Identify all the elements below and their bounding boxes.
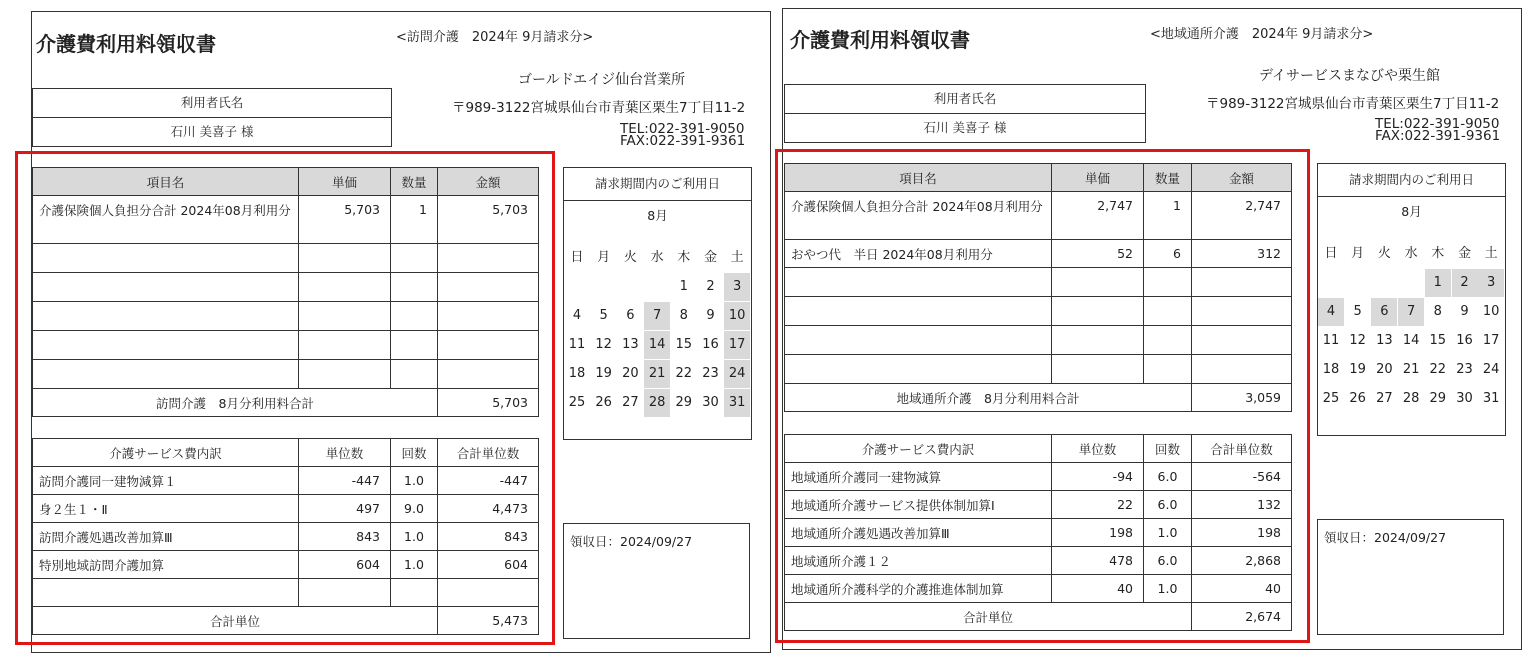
calendar-day: 6	[626, 308, 635, 323]
items-header-cell: 金額	[1192, 164, 1292, 192]
calendar-day: 18	[568, 366, 586, 381]
breakdown-units: 604	[299, 551, 391, 579]
items-header-cell: 項目名	[33, 168, 299, 196]
breakdown-units: 40	[1052, 575, 1144, 603]
calendar-day: 18	[1322, 362, 1340, 377]
usage-calendar	[1317, 163, 1506, 436]
billing-period: <訪問介護 2024年 9月請求分>	[396, 30, 594, 45]
user-name: 石川 美喜子 様	[923, 120, 1007, 135]
calendar-weekday: 木	[1431, 246, 1445, 261]
calendar-day: 24	[1482, 362, 1500, 377]
provider-name: デイサービスまなびや栗生館	[1259, 68, 1441, 84]
calendar-day: 27	[1376, 391, 1393, 406]
calendar-day: 11	[568, 337, 586, 352]
calendar-day-used: 28	[644, 389, 670, 417]
receipt-date: 領収日：2024/09/27	[1324, 530, 1447, 545]
breakdown-name: 地域通所介護サービス提供体制加算Ⅰ	[785, 491, 1052, 519]
provider-fax: FAX:022-391-9361	[1375, 128, 1501, 144]
breakdown-count: 9.0	[391, 495, 438, 523]
breakdown-name: 特別地域訪問介護加算	[33, 551, 299, 579]
calendar-day: 30	[702, 395, 719, 410]
calendar-month: 8月	[1401, 204, 1422, 219]
annotation-highlight	[15, 151, 555, 645]
item-amount: 5,703	[438, 196, 539, 244]
breakdown-units: 198	[1052, 519, 1144, 547]
breakdown-count: 6.0	[1144, 463, 1192, 491]
breakdown-total: 40	[1192, 575, 1292, 603]
item-price: 5,703	[299, 196, 391, 244]
calendar-weekday: 日	[570, 250, 584, 265]
provider-address: 〒989-3122宮城県仙台市青葉区栗生7丁目11-2	[452, 100, 746, 116]
calendar-day: 23	[702, 366, 719, 381]
calendar-day-used: 31	[724, 389, 750, 417]
user-name-box	[784, 84, 1146, 143]
user-name-label: 利用者氏名	[785, 85, 1145, 114]
calendar-month: 8月	[647, 208, 668, 223]
calendar-day-used: 21	[644, 360, 670, 388]
calendar-day: 16	[702, 337, 719, 352]
calendar-day-used: 24	[724, 360, 750, 388]
breakdown-count: 1.0	[391, 551, 438, 579]
breakdown-units: 478	[1052, 547, 1144, 575]
breakdown-total: 198	[1192, 519, 1292, 547]
calendar-day: 11	[1322, 333, 1340, 348]
breakdown-header-cell: 合計単位数	[1192, 435, 1292, 463]
total-units-label: 合計単位	[33, 607, 438, 635]
calendar-day-used: 6	[1371, 298, 1397, 326]
calendar-day: 9	[706, 308, 715, 323]
breakdown-count: 1.0	[391, 467, 438, 495]
calendar-day-used: 4	[1318, 298, 1344, 326]
items-header-cell: 金額	[438, 168, 539, 196]
item-qty: 6	[1144, 240, 1192, 268]
calendar-weekday: 日	[1324, 246, 1338, 261]
calendar-day: 19	[1349, 362, 1366, 377]
breakdown-count: 1.0	[391, 523, 438, 551]
calendar-day: 23	[1456, 362, 1473, 377]
receipt-title: 介護費利用料領収書	[36, 32, 216, 56]
usage-calendar	[563, 167, 752, 440]
calendar-day: 27	[622, 395, 639, 410]
items-header-cell: 単価	[1052, 164, 1144, 192]
breakdown-name: 地域通所介護処遇改善加算Ⅲ	[785, 519, 1052, 547]
calendar-day: 4	[572, 308, 582, 323]
calendar-day: 12	[1349, 333, 1366, 348]
calendar-weekday: 水	[1404, 246, 1418, 261]
subtotal-label: 訪問介護 8月分利用料合計	[33, 389, 438, 417]
calendar-day: 30	[1456, 391, 1473, 406]
calendar-weekday: 火	[623, 250, 637, 265]
item-price: 52	[1052, 240, 1144, 268]
breakdown-name: 地域通所介護同一建物減算	[785, 463, 1052, 491]
receipt-date: 領収日：2024/09/27	[570, 534, 693, 549]
calendar-day: 14	[1402, 333, 1420, 348]
breakdown-header-cell: 単位数	[299, 439, 391, 467]
breakdown-units: 843	[299, 523, 391, 551]
calendar-day: 20	[1376, 362, 1393, 377]
breakdown-count: 1.0	[1144, 519, 1192, 547]
calendar-day-used: 7	[644, 302, 670, 330]
breakdown-header-cell: 回数	[391, 439, 438, 467]
calendar-weekday: 木	[677, 250, 691, 265]
provider-name: ゴールドエイジ仙台営業所	[518, 72, 686, 88]
item-qty: 1	[1144, 192, 1192, 240]
breakdown-header-cell: 回数	[1144, 435, 1192, 463]
calendar-day: 5	[599, 308, 608, 323]
total-units-value: 2,674	[1192, 603, 1292, 631]
calendar-day: 10	[1482, 304, 1500, 319]
calendar-header: 請求期間内のご利用日	[564, 168, 751, 201]
breakdown-total: 843	[438, 523, 539, 551]
item-amount: 2,747	[1192, 192, 1292, 240]
breakdown-units: 22	[1052, 491, 1144, 519]
breakdown-header-cell: 合計単位数	[438, 439, 539, 467]
calendar-weekday: 土	[730, 250, 744, 265]
calendar-day-used: 3	[724, 273, 750, 301]
calendar-day: 8	[679, 308, 688, 323]
breakdown-units: 497	[299, 495, 391, 523]
calendar-day: 19	[595, 366, 612, 381]
calendar-weekday: 金	[703, 250, 717, 265]
breakdown-count: 6.0	[1144, 547, 1192, 575]
calendar-day: 29	[675, 395, 693, 410]
receipt-date-box	[563, 523, 750, 639]
calendar-day: 2	[706, 279, 715, 294]
calendar-weekday: 月	[1351, 246, 1365, 261]
calendar-day: 17	[1482, 333, 1500, 348]
receipt-date-box	[1317, 519, 1504, 635]
subtotal-label: 地域通所介護 8月分利用料合計	[785, 384, 1192, 412]
item-name: おやつ代 半日 2024年08月利用分	[785, 240, 1052, 268]
calendar-day: 22	[675, 366, 693, 381]
receipt-right	[775, 0, 1527, 658]
breakdown-header-cell: 単位数	[1052, 435, 1144, 463]
user-name-box	[32, 88, 392, 147]
calendar-day: 13	[622, 337, 639, 352]
subtotal-value: 5,703	[438, 389, 539, 417]
calendar-weekday: 土	[1484, 246, 1498, 261]
calendar-day: 20	[622, 366, 639, 381]
breakdown-name: 地域通所介護科学的介護推進体制加算	[785, 575, 1052, 603]
breakdown-total: 604	[438, 551, 539, 579]
breakdown-units: -94	[1052, 463, 1144, 491]
calendar-day-used: 1	[1425, 269, 1451, 297]
receipt-title: 介護費利用料領収書	[790, 28, 970, 52]
billing-period: <地域通所介護 2024年 9月請求分>	[1150, 27, 1374, 42]
breakdown-header-cell: 介護サービス費内訳	[33, 439, 299, 467]
calendar-weekday: 月	[597, 250, 611, 265]
items-header-cell: 数量	[391, 168, 438, 196]
calendar-day: 5	[1353, 304, 1362, 319]
calendar-day: 16	[1456, 333, 1473, 348]
calendar-day: 31	[1482, 391, 1500, 406]
calendar-day: 15	[675, 337, 693, 352]
item-name: 介護保険個人負担分合計 2024年08月利用分	[785, 192, 1052, 240]
calendar-weekday: 水	[650, 250, 664, 265]
calendar-day: 22	[1429, 362, 1447, 377]
breakdown-total: 4,473	[438, 495, 539, 523]
provider-address: 〒989-3122宮城県仙台市青葉区栗生7丁目11-2	[1206, 96, 1500, 112]
user-name: 石川 美喜子 様	[170, 124, 254, 139]
calendar-day: 25	[568, 395, 586, 410]
total-units-label: 合計単位	[785, 603, 1192, 631]
item-price: 2,747	[1052, 192, 1144, 240]
calendar-day-used: 10	[724, 302, 750, 330]
calendar-day-used: 14	[644, 331, 670, 359]
provider-fax: FAX:022-391-9361	[620, 133, 746, 149]
breakdown-total: 2,868	[1192, 547, 1292, 575]
calendar-day: 15	[1429, 333, 1447, 348]
breakdown-count: 1.0	[1144, 575, 1192, 603]
calendar-day-used: 7	[1398, 298, 1424, 326]
breakdown-header-cell: 介護サービス費内訳	[785, 435, 1052, 463]
calendar-day: 9	[1460, 304, 1469, 319]
calendar-day: 26	[595, 395, 612, 410]
items-header-cell: 数量	[1144, 164, 1192, 192]
breakdown-units: -447	[299, 467, 391, 495]
breakdown-total: -447	[438, 467, 539, 495]
item-name: 介護保険個人負担分合計 2024年08月利用分	[33, 196, 299, 244]
breakdown-count: 6.0	[1144, 491, 1192, 519]
provider-tel: TEL:022-391-9050	[620, 121, 745, 137]
calendar-day-used: 17	[724, 331, 750, 359]
provider-tel: TEL:022-391-9050	[1375, 116, 1500, 132]
breakdown-name: 訪問介護同一建物減算１	[33, 467, 299, 495]
breakdown-name: 身２生１・Ⅱ	[33, 495, 299, 523]
calendar-day: 13	[1376, 333, 1393, 348]
breakdown-total: -564	[1192, 463, 1292, 491]
calendar-day: 12	[595, 337, 612, 352]
breakdown-name: 地域通所介護１２	[785, 547, 1052, 575]
calendar-day: 26	[1349, 391, 1366, 406]
calendar-day: 8	[1433, 304, 1442, 319]
calendar-weekday: 金	[1457, 246, 1471, 261]
calendar-day: 25	[1322, 391, 1340, 406]
calendar-header: 請求期間内のご利用日	[1318, 164, 1505, 197]
item-qty: 1	[391, 196, 438, 244]
calendar-day-used: 3	[1478, 269, 1504, 297]
calendar-day: 21	[1402, 362, 1420, 377]
breakdown-name: 訪問介護処遇改善加算Ⅲ	[33, 523, 299, 551]
items-header-cell: 項目名	[785, 164, 1052, 192]
calendar-day: 1	[679, 279, 688, 294]
items-header-cell: 単価	[299, 168, 391, 196]
total-units-value: 5,473	[438, 607, 539, 635]
subtotal-value: 3,059	[1192, 384, 1292, 412]
breakdown-total: 132	[1192, 491, 1292, 519]
calendar-day: 29	[1429, 391, 1447, 406]
calendar-weekday: 火	[1377, 246, 1391, 261]
item-amount: 312	[1192, 240, 1292, 268]
annotation-highlight	[775, 149, 1310, 643]
calendar-day-used: 2	[1452, 269, 1478, 297]
user-name-label: 利用者氏名	[33, 89, 391, 118]
calendar-day: 28	[1402, 391, 1420, 406]
